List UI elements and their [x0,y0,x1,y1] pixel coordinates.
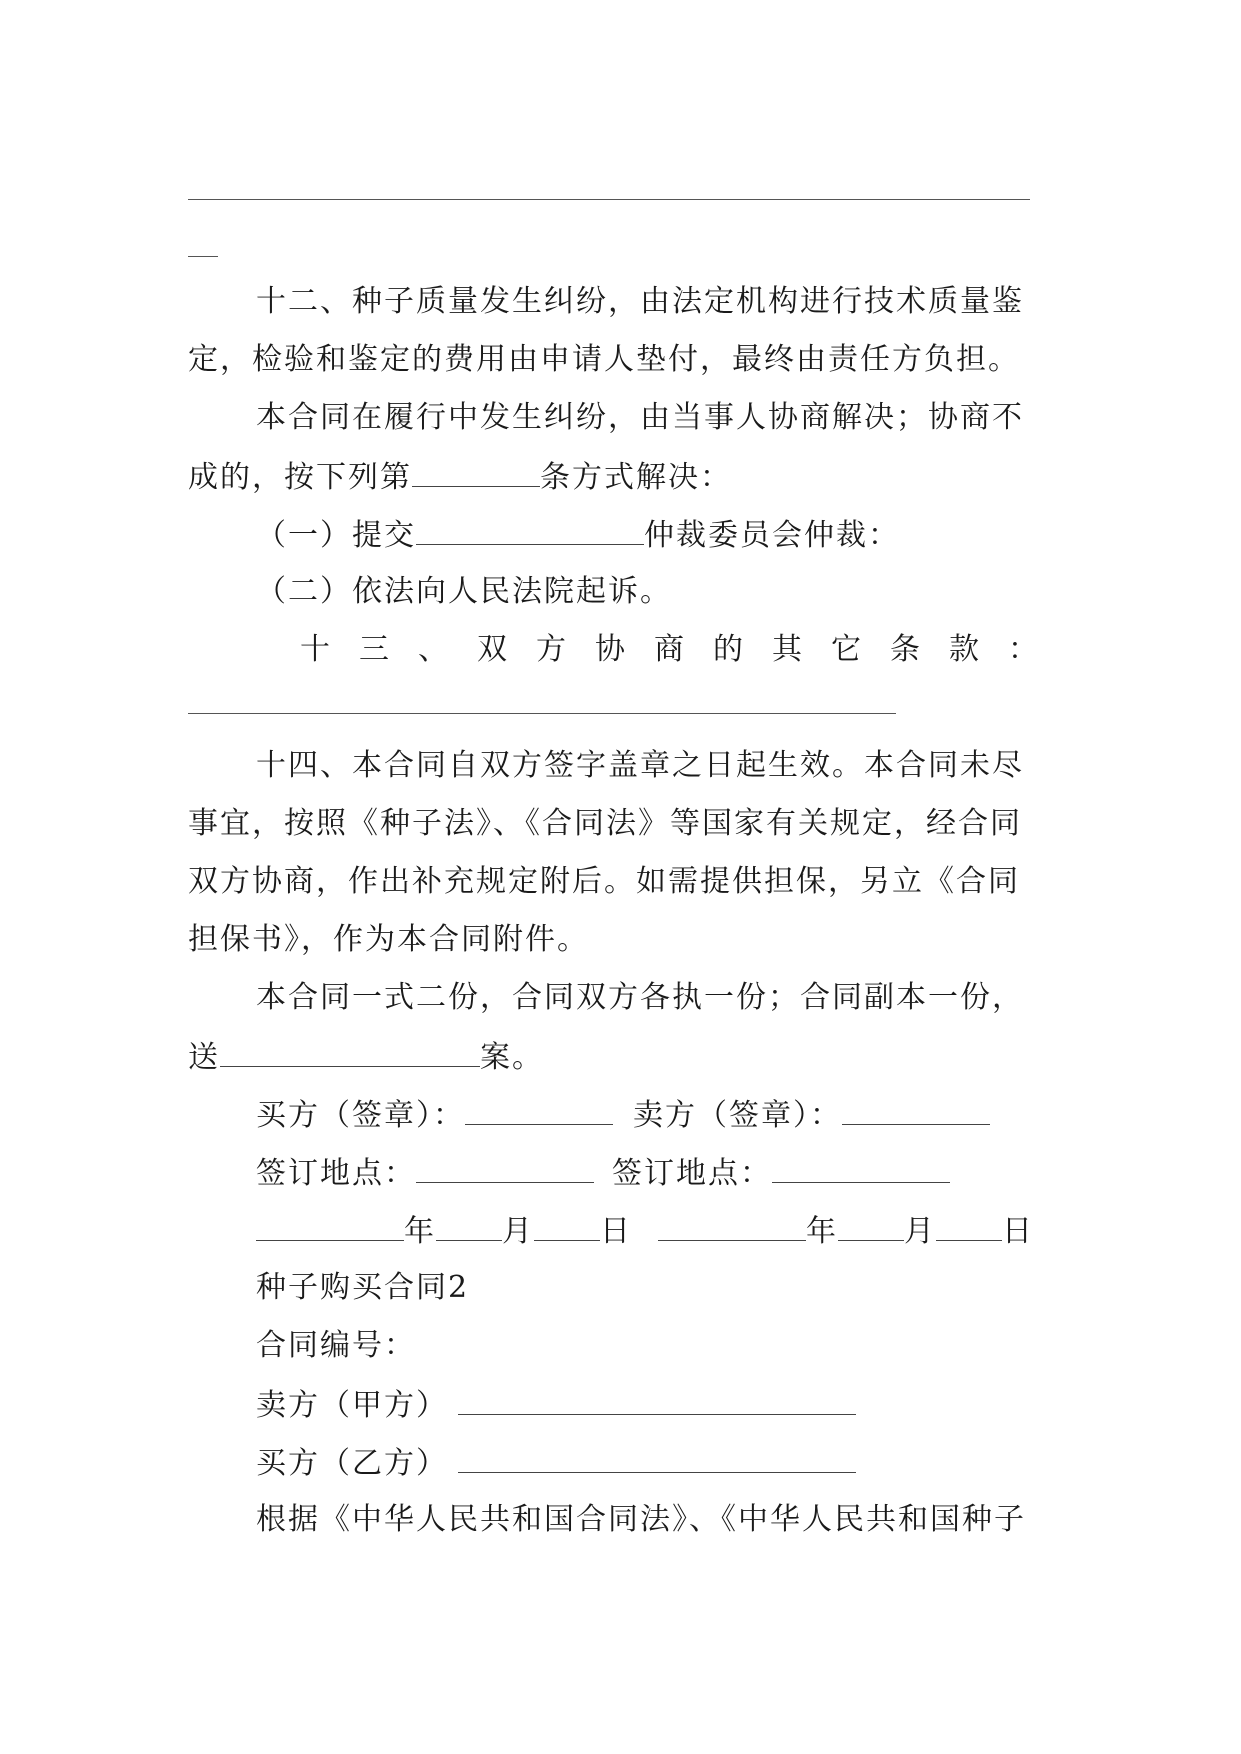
month-label: 月 [502,1214,534,1249]
buyer-day-blank[interactable] [534,1210,600,1241]
option-1-before: （一）提交 [256,518,416,553]
party-a-row [256,1384,856,1424]
copies-line-2-before: 送 [188,1040,220,1075]
copies-line-1: 本合同一式二份，合同双方各执一份；合同副本一份， [256,980,1024,1015]
party-b-label: 买方（乙方） [256,1446,448,1481]
party-a-label: 卖方（甲方） [256,1388,448,1423]
party-b-row [256,1442,856,1482]
seller-place-blank[interactable] [772,1152,950,1183]
seller-month-blank[interactable] [838,1210,904,1241]
dispute-line-1: 本合同在履行中发生纠纷，由当事人协商解决；协商不 [256,400,1024,435]
clause-14-line-1: 十四、本合同自双方签字盖章之日起生效。本合同未尽 [256,748,1024,783]
option-2: （二）依法向人民法院起诉。 [256,574,672,609]
seller-signature-label: 卖方（签章）： [633,1098,842,1133]
buyer-year-blank[interactable] [256,1210,404,1241]
dispute-line-2 [188,456,732,496]
dispute-line-2-before: 成的，按下列第 [188,460,412,495]
buyer-month-blank[interactable] [436,1210,502,1241]
buyer-signature-label: 买方（签章）： [256,1098,465,1133]
day-label: 日 [600,1214,632,1249]
buyer-place-label: 签订地点： [256,1156,416,1191]
copies-line-2-after: 案。 [480,1040,544,1075]
clause-13-label: 十三、双方协商的其它条款： [300,632,1067,667]
clause-14-line-3: 双方协商，作出补充规定附后。如需提供担保，另立《合同 [188,864,1020,899]
contract-basis-line: 根据《中华人民共和国合同法》、《中华人民共和国种子 [256,1502,1026,1537]
clause-13-blank-line[interactable] [188,713,896,714]
signature-row [256,1094,990,1134]
buyer-place-blank[interactable] [416,1152,594,1183]
clause-12-line-1: 十二、种子质量发生纠纷，由法定机构进行技术质量鉴 [256,284,1024,319]
party-a-blank[interactable] [458,1384,856,1415]
seller-place-label: 签订地点： [612,1156,772,1191]
arbitration-committee-blank[interactable] [416,514,644,545]
signing-place-row [256,1152,950,1192]
year-label: 年 [404,1214,436,1249]
contract-number-label: 合同编号： [256,1328,416,1363]
option-1-after: 仲裁委员会仲裁： [644,518,900,553]
contract-2-title: 种子购买合同2 [256,1270,470,1305]
signing-date-row [256,1210,1034,1250]
seller-year-blank[interactable] [658,1210,806,1241]
year-label: 年 [806,1214,838,1249]
seller-day-blank[interactable] [936,1210,1002,1241]
buyer-signature-blank[interactable] [465,1094,613,1125]
clause-12-line-2: 定，检验和鉴定的费用由申请人垫付，最终由责任方负担。 [188,342,1020,377]
blank-fill-line [188,256,218,257]
clause-14-line-4: 担保书》，作为本合同附件。 [188,922,589,957]
seller-signature-blank[interactable] [842,1094,990,1125]
month-label: 月 [904,1214,936,1249]
dispute-line-2-after: 条方式解决： [540,460,732,495]
blank-fill-line [188,199,1030,200]
method-number-blank[interactable] [412,456,540,487]
day-label: 日 [1002,1214,1034,1249]
option-1 [256,514,900,554]
filing-authority-blank[interactable] [220,1036,480,1067]
party-b-blank[interactable] [458,1442,856,1473]
copies-line-2 [188,1036,544,1076]
clause-14-line-2: 事宜，按照《种子法》、《合同法》等国家有关规定，经合同 [188,806,1022,841]
